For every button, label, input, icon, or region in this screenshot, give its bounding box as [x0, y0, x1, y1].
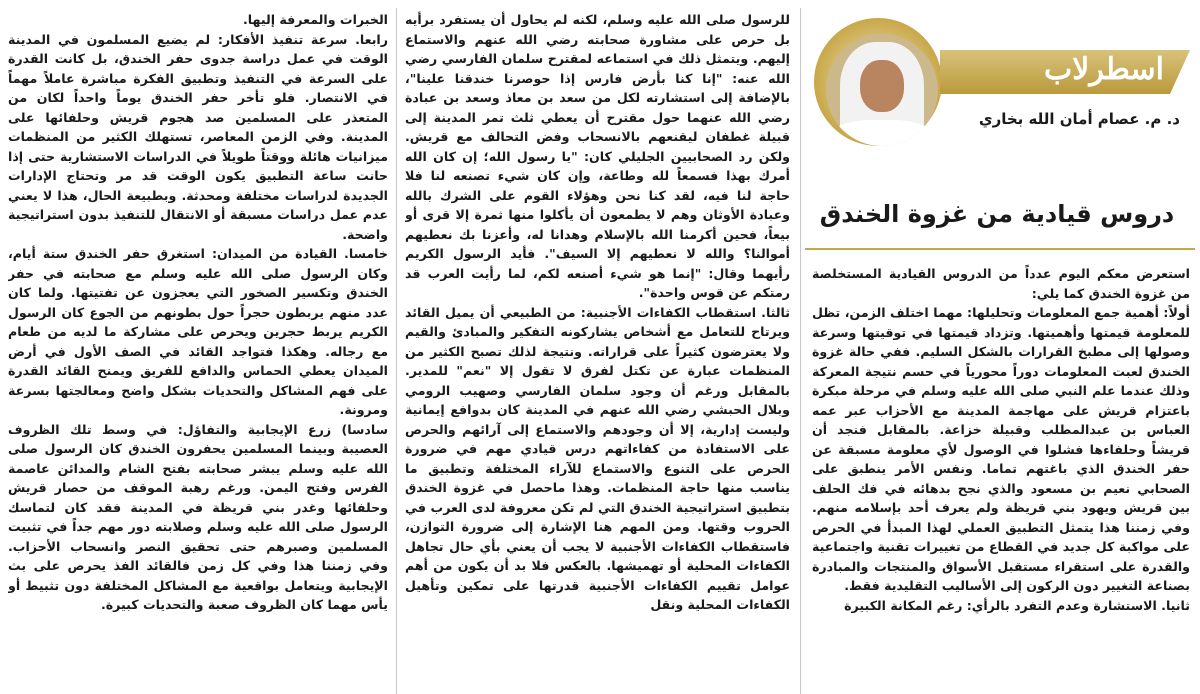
paragraph: سادسا) زرع الإيجابية والتفاؤل: في وسط تلك الظروف العصيبة وبينما المسلمين يحفرون الخندق كان الرسول صلى الله عليه وسلم يبشر صحابته بفتح الشام والمدائن عاصمة الفرس وفتح اليمن. ورغم رهبة الموقف من حصار قريش وحلفائها وغدر بني قريظة في المدينة فقد كان لتماسك الرسول صلى الله عليه وسلم وصلابته دور مهم جداً في تثبيت المسلمين وصبرهم حتى تحقيق النصر وانسحاب الأحزاب. وفي زمننا هذا وفي كل زمن فالقائد الفذ يحرص على بث الإيجابية ويتعامل بواقعية مع المشاكل المختلفة دون تثبيط أو يأس مهما كان الظروف صعبة والتحديات كبيرة. — [8, 421, 388, 612]
article-headline: دروس قيادية من غزوة الخندق — [819, 200, 1175, 228]
column-middle — [405, 10, 790, 694]
paragraph: ثانيا. الاستشارة وعدم التفرد بالرأي: رغم المكانة الكبيرة — [844, 597, 1190, 613]
author-name: د. م. عصام أمان الله بخاري — [978, 110, 1180, 128]
paragraph: الخبرات والمعرفة إليها. — [243, 12, 388, 27]
paragraph: رابعا. سرعة تنفيذ الأفكار: لم يضيع المسلمون في المدينة الوقت في عمل دراسة جدوى حفر الخندق، بل كانت القدرة على السرعة في التنفيذ وتطبيق الفكرة مباشرة عاملاً مهماً في الانتصار. فلو تأخر حفر الخندق يوماً واحداً لكان من المتعذر على المسلمين صد هجوم قريش وحلفائها على المدينة. وفي الزمن المعاصر، تستهلك الكثير من المنظمات ميزانيات هائلة ووقتاً طويلاً في الدراسات الاستشارية حتى إذا حانت ساعة التطبيق يكون الوقت قد مر وتحتاج الإدارات الجديدة لدراسات مختلفة ومحدثة. وبطبيعة الحال، هذا لا يعني عدم عمل دراسات مسبقة أو الانتقال للتنفيذ بدون استراتيجية واضحة. — [8, 31, 388, 242]
paragraph: استعرض معكم اليوم عدداً من الدروس القيادية المستخلصة من غزوة الخندق كما يلي: — [812, 266, 1190, 301]
headline-rule — [805, 248, 1195, 250]
paragraph: للرسول صلى الله عليه وسلم، لكنه لم يحاول أن يستفرد برأيه بل حرص على مشاورة صحابته رضي الله عنهم والاستماع إليهم. ويتمثل ذلك في استماعه لمقترح سلمان الفارسي رضي الله عنه: "إنا كنا بأرض فارس إذا حوصرنا خندقنا علينا"، بالإضافة إلى استشارته لكل من سعد بن معاذ وسعد بن عبادة رضي الله عنهما حول مقترح أن يعطي ثلث تمر المدينة إلى قبيلة غطفان ليقنعهم بالانسحاب وفض التحالف مع قريش. ولكن رد الصحابيين الجليلي كان: "يا رسول الله؛ إن كان الله أمرك بهذا فسمعاً لله وطاعة، وإن كان شيء تصنعه لنا فلا حاجة لنا فيه، لقد كنا نحن وهؤلاء القوم على الشرك بالله وعبادة الأوثان وهم لا يطمعون أن يأكلوا منها ثمرة إلا قرى أو بيعاً، فحين أكرمنا الله بالإسلام وهدانا له، وأعزنا بك نعطيهم أموالنا؟ والله لا نعطيهم إلا السيف". فأيد الرسول الكريم رأيهما وقال: "إنما هو شيء أصنعه لكم، لما رأيت العرب قد رمتكم عن قوس واحدة". — [405, 12, 790, 300]
column-left — [8, 10, 388, 694]
paragraph: أولاً: أهمية جمع المعلومات وتحليلها: مهما اختلف الزمن، تظل للمعلومة قيمتها وأهميتها. وتزداد قيمتها في توقيتها وسرعة وصولها إلى مطبخ القرارات بالشكل السليم. ففي حالة غزوة الخندق لعبت المعلومات دوراً محورياً في حسم نتيجة المعركة وذلك عندما علم النبي صلى الله عليه وسلم في مرحلة مبكرة باعتزام قريش على مهاجمة المدينة مع الأحزاب عبر عمه العباس بن عبدالمطلب وقبيلة خزاعة. بالمقابل فنجد أن قريشاً وحلفاءها فشلوا في الوصول لأي معلومة مسبقة عن حفر الخندق الذي باغتهم تماما. ونفس الأمر ينطبق على الصحابي نعيم بن مسعود والذي نجح بدهائه في فك الحلف بين قريش ويهود بني قريظة ولم يعرف أحد بإسلامه منهم. وفي زمننا هذا يتمثل التطبيق العملي لهذا المبدأ في الحرص على مواكبة كل جديد في القطاع من تغييرات تقنية واجتماعية والقدرة على استقراء مستقبل الأسواق والمنتجات والمبادرة بصناعة التغيير دون الركون إلى الأساليب التقليدية فقط. — [812, 305, 1190, 593]
column-divider — [396, 8, 397, 694]
author-photo — [826, 34, 938, 146]
column-header — [810, 10, 1190, 140]
column-right — [812, 264, 1190, 694]
column-divider — [800, 8, 801, 694]
author-photo-frame — [814, 18, 942, 146]
paragraph: خامسا. القيادة من الميدان: استغرق حفر الخندق ستة أيام، وكان الرسول صلى الله عليه وسلم مع صحابته في حفر الخندق وتكسير الصخور التي يعجزون عن تفتيتها. ولما كان عدد منهم يربطون حجراً حول بطونهم من الجوع كان الرسول الكريم يربط حجرين ويحرص على مشاركة ما لديه من طعام مع رجاله. وهكذا فتواجد القائد في الصف الأول في أرض الميدان يعطي الحماس والدافع للفريق ويمنح القائد القدرة على فهم المشاكل والتحديات بشكل واضح ومعالجتها بسرعة ومرونة. — [8, 246, 388, 417]
column-title: اسطرلاب — [1044, 52, 1164, 87]
paragraph: ثالثا. استقطاب الكفاءات الأجنبية: من الطبيعي أن يميل القائد ويرتاح للتعامل مع أشخاص يشاركونه التفكير والمبادئ والقيم ولا يعترضون كثيراً على قراراته. ونتيجة لذلك تصبح الكثير من المنظمات عبارة عن تكتل لفرق لا تقول إلا "نعم" للمدير. بالمقابل ورغم أن وجود سلمان الفارسي وصهيب الرومي وبلال الحبشي رضي الله عنهم في المدينة كان بدوافع إيمانية وليست إدارية، إلا أن وجودهم والاستماع إلى آرائهم والحرص على الاستفادة من كفاءاتهم درس قيادي مهم في ضرورة الحرص على التنوع والاستماع للآراء المختلفة وتطبيق ما يناسب منها حاجة المنظمات. وهذا ماحصل في غزوة الخندق بتطبيق استراتيجية الخندق التي لم تكن معروفة لدى العرب في الحروب وقتها. ومن المهم هنا الإشارة إلى ضرورة التوازن، فاستقطاب الكفاءات الأجنبية لا يجب أن يعني بأي حال تجاهل الكفاءات المحلية أو تهميشها. بالعكس فلا بد أن يكون من أهم عوامل تقييم الكفاءات الأجنبية قدرتها على تمكين وتأهيل الكفاءات المحلية ونقل — [405, 304, 790, 612]
